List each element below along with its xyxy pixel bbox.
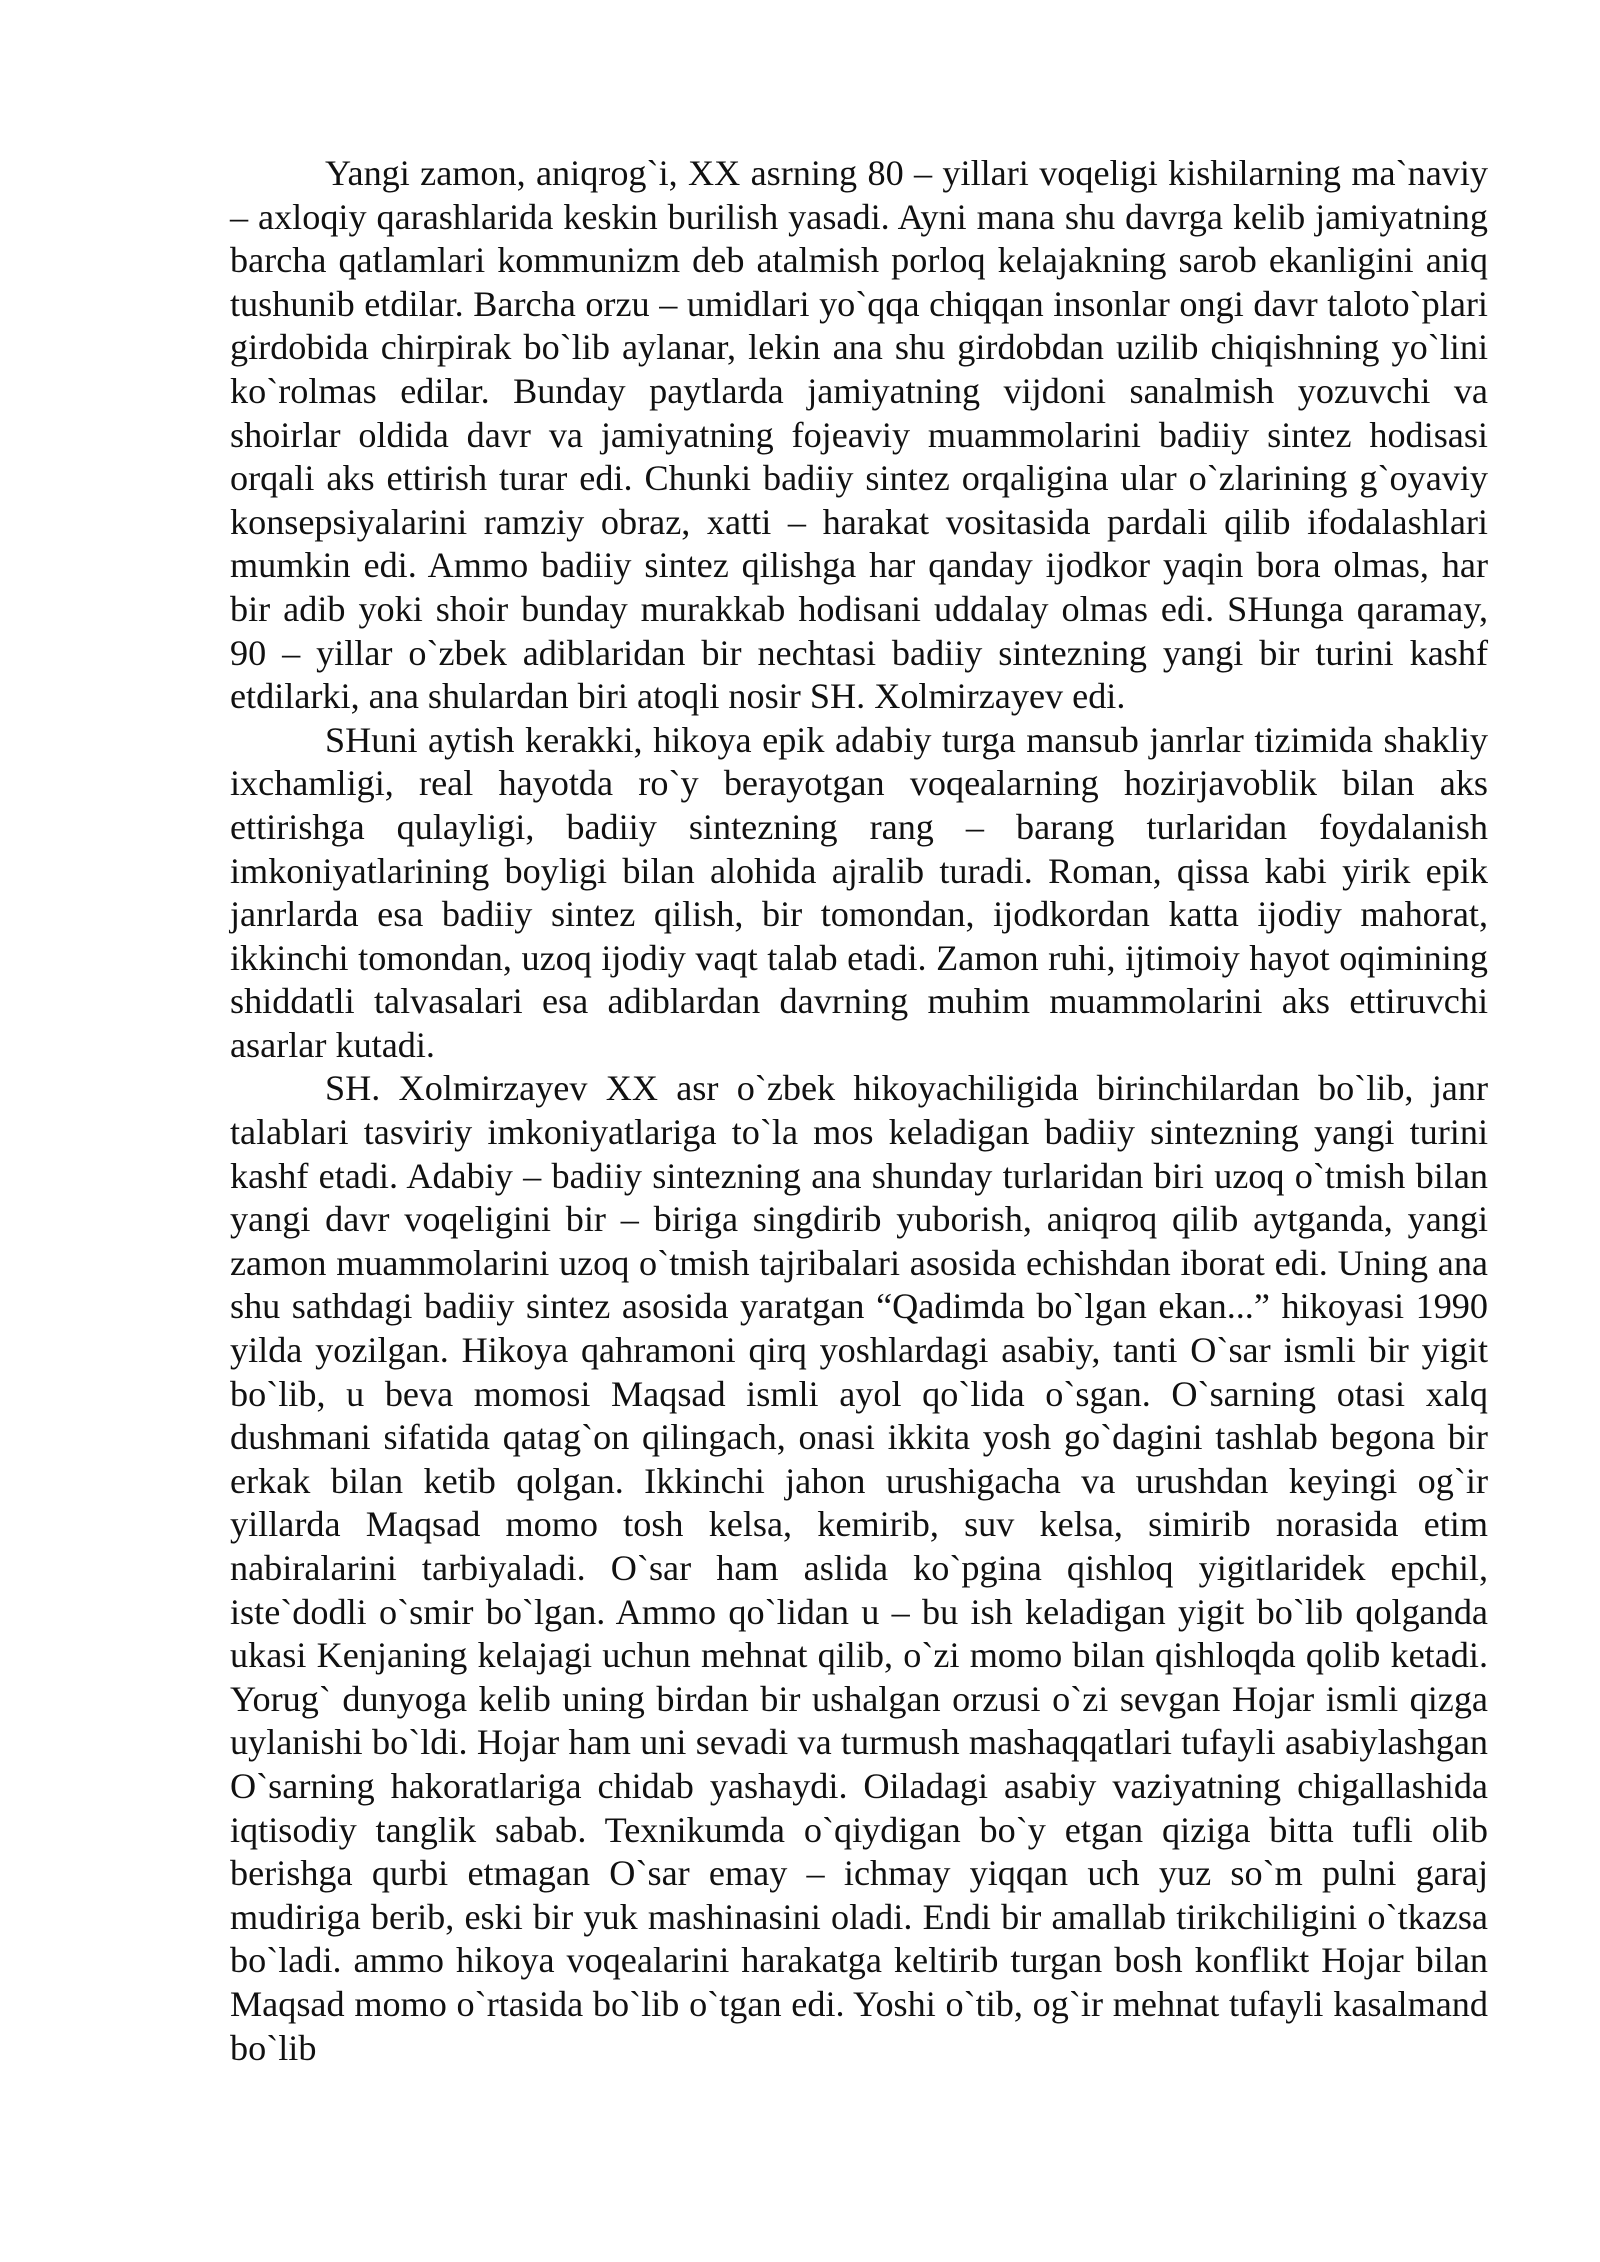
paragraph-1: Yangi zamon, aniqrog`i, XX asrning 80 – yillari voqeligi kishilarning ma`naviy – axloqiy qarashlarida keskin burilish yasadi. Ayni mana shu davrga kelib jamiyatning barcha qatlamlari kommunizm deb atalmish porloq kelajakning sarob ekanligini aniq tushunib etdilar. Barcha orzu – umidlari yo`qqa chiqqan insonlar ongi davr taloto`plari girdobida chirpirak bo`lib aylanar, lekin ana shu girdobdan uzilib chiqishning yo`lini ko`rolmas edilar. Bunday paytlarda jamiyatning vijdoni sanalmish yozuvchi va shoirlar oldida davr va jamiyatning fojeaviy muammolarini badiiy sintez hodisasi orqali aks ettirish turar edi. Chunki badiiy sintez orqaligina ular o`zlarining g`oyaviy konsepsiyalarini ramziy obraz, xatti – harakat vositasida pardali qilib ifodalashlari mumkin edi. Ammo badiiy sintez qilishga har qanday ijodkor yaqin bora olmas, har bir adib yoki shoir bunday murakkab hodisani uddalay olmas edi. SHunga qaramay, 90 – yillar o`zbek adiblaridan bir nechtasi badiiy sintezning yangi bir turini kashf etdilarki, ana shulardan biri atoqli nosir SH. Xolmirzayev edi. bbox=[230, 153, 1488, 717]
paragraph-2: SHuni aytish kerakki, hikoya epik adabiy turga mansub janrlar tizimida shakliy ixchamligi, real hayotda ro`y berayotgan voqealarning hozirjavoblik bilan aks ettirishga qulayligi, badiiy sintezning rang – barang turlaridan foydalanish imkoniyatlarining boyligi bilan alohida ajralib turadi. Roman, qissa kabi yirik epik janrlarda esa badiiy sintez qilish, bir tomondan, ijodkordan katta ijodiy mahorat, ikkinchi tomondan, uzoq ijodiy vaqt talab etadi. Zamon ruhi, ijtimoiy hayot oqimining shiddatli talvasalari esa adiblardan davrning muhim muammolarini aks ettiruvchi asarlar kutadi. bbox=[230, 719, 1488, 1065]
body-text bbox=[230, 152, 1488, 2070]
paragraph-3: SH. Xolmirzayev XX asr o`zbek hikoyachiligida birinchilardan bo`lib, janr talablari tasviriy imkoniyatlariga to`la mos keladigan badiiy sintezning yangi turini kashf etadi. Adabiy – badiiy sintezning ana shunday turlaridan biri uzoq o`tmish bilan yangi davr voqeligini bir – biriga singdirib yuborish, aniqroq qilib aytganda, yangi zamon muammolarini uzoq o`tmish tajribalari asosida echishdan iborat edi. Uning ana shu sathdagi badiiy sintez asosida yaratgan “Qadimda bo`lgan ekan...” hikoyasi 1990 yilda yozilgan. Hikoya qahramoni qirq yoshlardagi asabiy, tanti O`sar ismli bir yigit bo`lib, u beva momosi Maqsad ismli ayol qo`lida o`sgan. O`sarning otasi xalq dushmani sifatida qatag`on qilingach, onasi ikkita yosh go`dagini tashlab begona bir erkak bilan ketib qolgan. Ikkinchi jahon urushigacha va urushdan keyingi og`ir yillarda Maqsad momo tosh kelsa, kemirib, suv kelsa, simirib norasida etim nabiralarini tarbiyaladi. O`sar ham aslida ko`pgina qishloq yigitlaridek epchil, iste`dodli o`smir bo`lgan. Ammo qo`lidan u – bu ish keladigan yigit bo`lib qolganda ukasi Kenjaning kelajagi uchun mehnat qilib, o`zi momo bilan qishloqda qolib ketadi. Yorug` dunyoga kelib uning birdan bir ushalgan orzusi o`zi sevgan Hojar ismli qizga uylanishi bo`ldi. Hojar ham uni sevadi va turmush mashaqqatlari tufayli asabiylashgan O`sarning hakoratlariga chidab yashaydi. Oiladagi asabiy vaziyatning chigallashida iqtisodiy tanglik sabab. Texnikumda o`qiydigan bo`y etgan qiziga bitta tufli olib berishga qurbi etmagan O`sar emay – ichmay yiqqan uch yuz so`m pulni garaj mudiriga berib, eski bir yuk mashinasini oladi. Endi bir amallab tirikchiligini o`tkazsa bo`ladi. ammo hikoya voqealarini harakatga keltirib turgan bosh konflikt Hojar bilan Maqsad momo o`rtasida bo`lib o`tgan edi. Yoshi o`tib, og`ir mehnat tufayli kasalmand bo`lib bbox=[230, 1068, 1488, 2068]
